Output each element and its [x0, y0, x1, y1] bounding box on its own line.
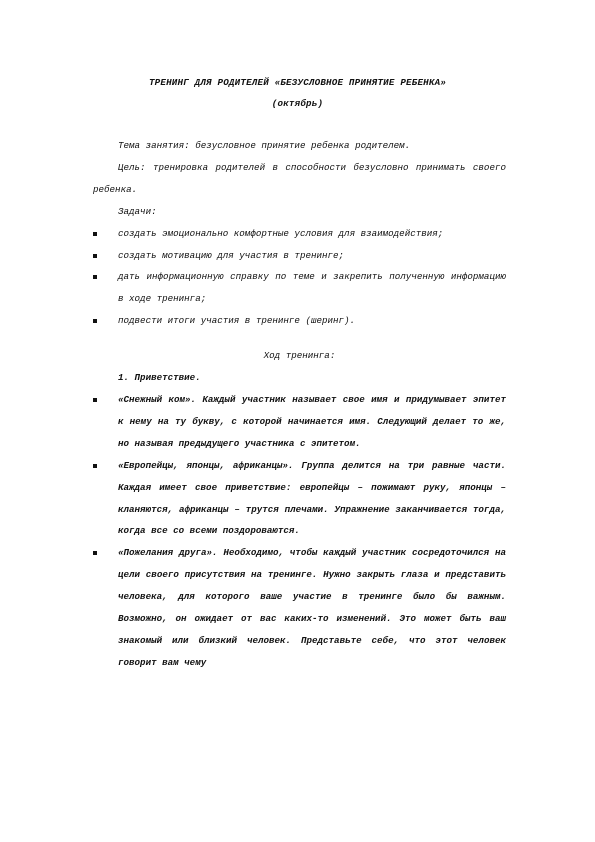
tasks-heading: Задачи:: [118, 205, 157, 217]
exercise-item: «Европейцы, японцы, африканцы». Группа делится на три равные части. Каждая имеет свое приветствие: европейцы – пожимают руку, японцы – кланяются, африканцы – трутся плечами. Упражнение заканчивается тогда, когда все со всеми поздороваются.: [93, 455, 506, 543]
tasks-list: [93, 223, 506, 333]
task-item: дать информационную справку по теме и закрепить полученную информацию в ходе тренинга;: [93, 266, 506, 310]
task-item: подвести итоги участия в тренинге (шеринг).: [93, 310, 506, 332]
exercise-item: «Пожелания друга». Необходимо, чтобы каждый участник сосредоточился на цели своего присутствия на тренинге. Нужно закрыть глаза и представить человека, для которого ваше участие в тренинге было бы важным. Возможно, он ожидает от вас каких-то изменений. Это может быть ваш знакомый или близкий человек. Представьте себе, что этот человек говорит вам чему: [93, 542, 506, 673]
task-item: создать мотивацию для участия в тренинге;: [93, 245, 506, 267]
exercises-list: [93, 389, 506, 674]
goal-line: Цель: тренировка родителей в способности безусловно принимать своего ребенка.: [93, 161, 506, 195]
section-heading: 1. Приветствие.: [118, 372, 201, 384]
task-item: создать эмоционально комфортные условия для взаимодействия;: [93, 223, 506, 245]
document-subtitle: (октябрь): [271, 98, 324, 109]
document-body: [93, 135, 506, 674]
document-title: ТРЕНИНГ ДЛЯ РОДИТЕЛЕЙ «БЕЗУСЛОВНОЕ ПРИНЯТИЕ РЕБЕНКА»: [148, 77, 447, 88]
course-heading: Ход тренинга:: [263, 350, 336, 362]
exercise-item: «Снежный ком». Каждый участник называет свое имя и придумывает эпитет к нему на ту букву, с которой начинается имя. Следующий делает то же, но называя предыдущего участника с эпитетом.: [93, 389, 506, 455]
topic-line: Тема занятия: безусловное принятие ребенка родителем.: [118, 140, 411, 151]
